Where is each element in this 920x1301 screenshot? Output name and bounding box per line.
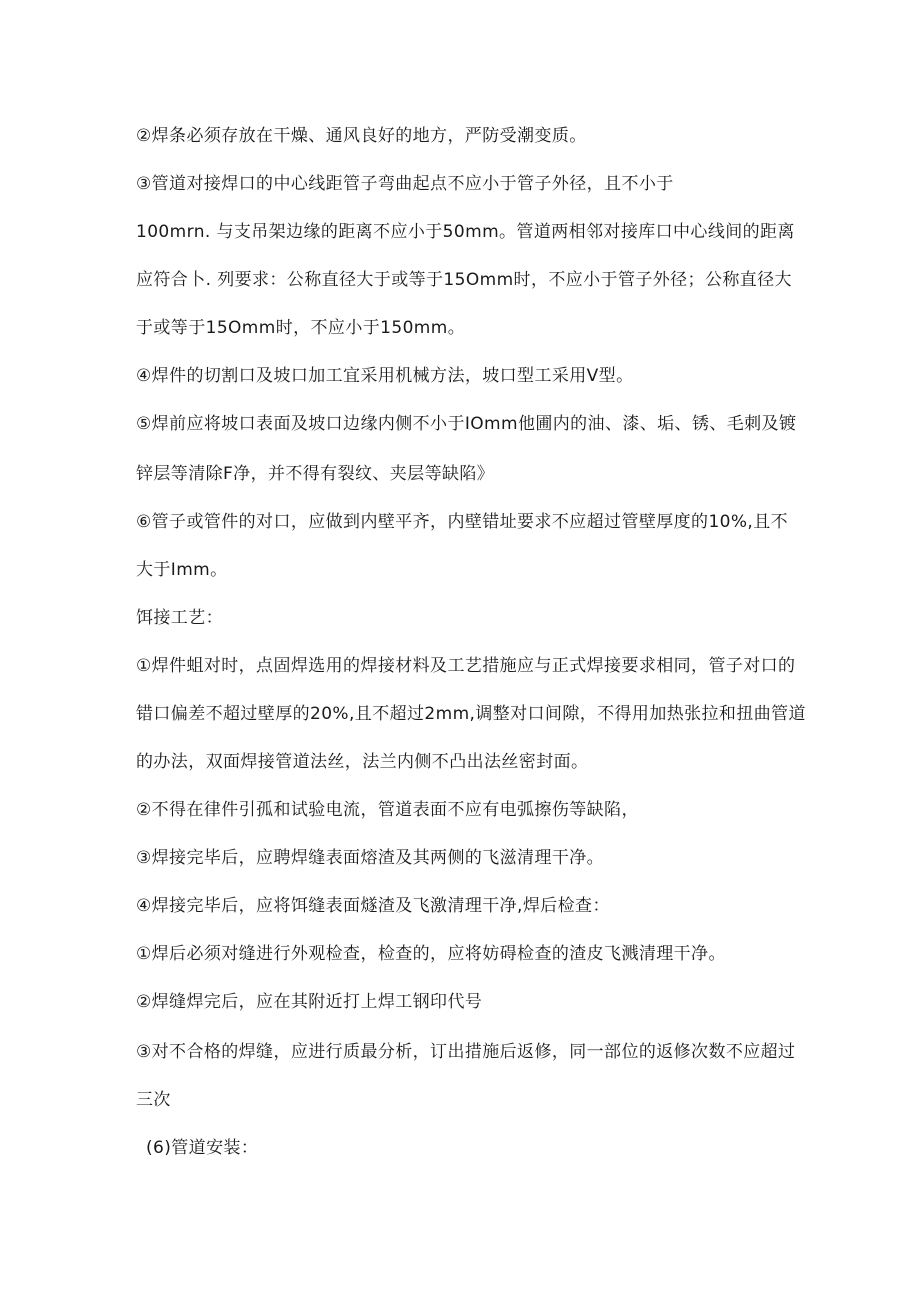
text-line: ①焊后必须对缝进行外观检查，检查的，应将妨碍检查的渣皮飞溅清理干净。 (136, 944, 726, 964)
section-heading: (6)管道安装： (146, 1138, 259, 1158)
text-line: 三次 (136, 1090, 171, 1110)
text-line: 应符合卜. 列要求：公称直径大于或等于15Omm时，不应小于管子外径；公称直径大 (136, 270, 792, 290)
text-line: ①焊件蛆对时，点固焊选用的焊接材料及工艺措施应与正式焊接要求相同，管子对口的 (136, 656, 796, 676)
text-line: ④焊件的切割口及坡口加工宜采用机械方法，坡口型工采用V型。 (136, 366, 634, 386)
text-line: 锌层等清除F净，并不得有裂纹、夹层等缺陷》 (136, 464, 495, 484)
text-line: ②不得在律件引孤和试验电流，管道表面不应有电弧擦伤等缺陷， (136, 800, 639, 820)
text-line: ③焊接完毕后，应聘焊缝表面熔渣及其两侧的飞滋清理干净。 (136, 848, 605, 868)
text-line: 错口偏差不超过壁厚的20%,且不超过2mm,调整对口间隙，不得用加热张拉和扭曲管道 (136, 704, 806, 724)
text-line: 于或等于15Omm时，不应小于150mm。 (136, 318, 466, 338)
text-line: ③管道对接焊口的中心线距管子弯曲起点不应小于管子外径，且不小于 (136, 174, 674, 194)
text-line: ②焊条必须存放在干燥、通风良好的地方，严防受潮变质。 (136, 126, 587, 146)
text-line: ④焊接完毕后，应将饵缝表面燧渣及飞激清理干净,焊后检查： (136, 896, 610, 916)
text-line: ③对不合格的焊缝，应进行质最分析，订出措施后返修，同一部位的返修次数不应超过 (136, 1042, 796, 1062)
text-line: 大于Imm。 (136, 560, 228, 580)
text-line: ⑥管子或管件的对口，应做到内壁平齐，内壁错址要求不应超过管壁厚度的10%,且不 (136, 512, 789, 532)
text-line: ⑤焊前应将坡口表面及坡口边缘内侧不小于IOmm他圃内的油、漆、垢、锈、毛刺及镀 (136, 414, 797, 434)
text-line: ②焊缝焊完后，应在其附近打上焊工钢印代号 (136, 992, 483, 1012)
section-heading: 饵接工艺： (136, 608, 223, 628)
text-line: 100mrn. 与支吊架边缘的距离不应小于50mm。管道两相邻对接库口中心线间的距离 (136, 222, 795, 242)
text-line: 的办法，双面焊接管道法丝，法兰内侧不凸出法丝密封面。 (136, 752, 589, 772)
